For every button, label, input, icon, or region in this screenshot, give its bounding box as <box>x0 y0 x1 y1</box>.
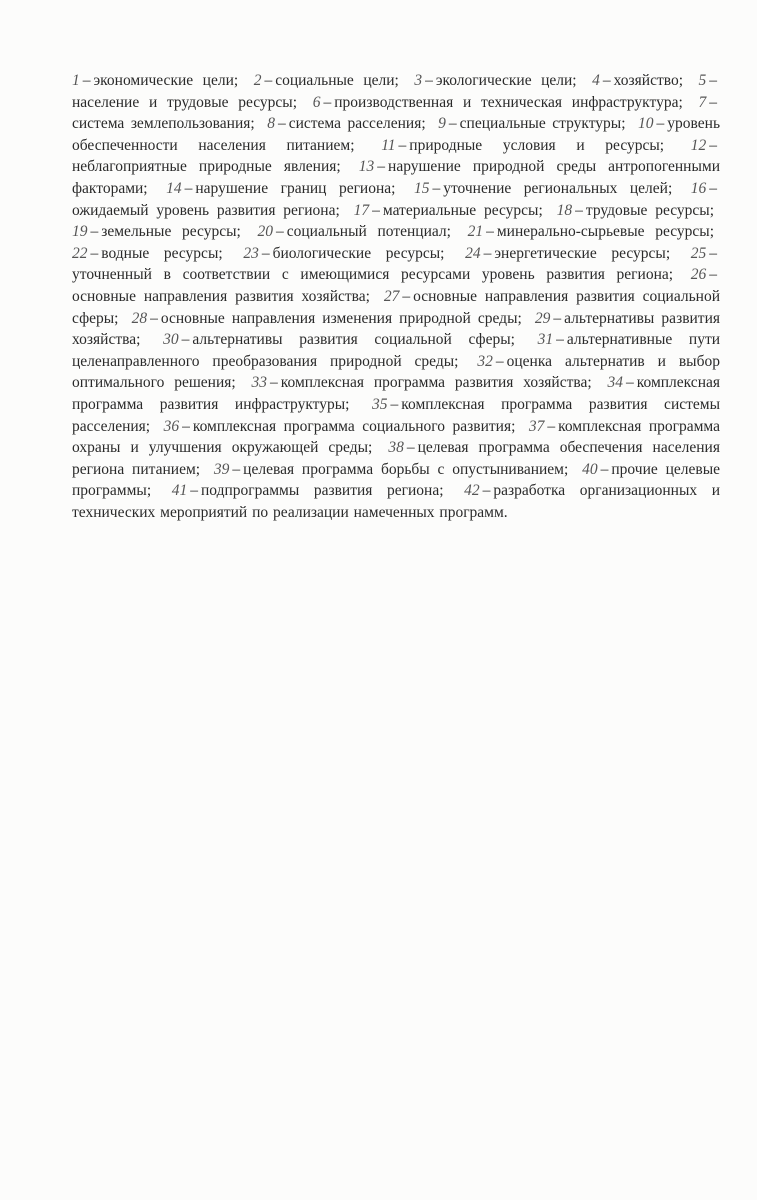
legend-number: 23 <box>243 244 259 262</box>
legend-number: 9 <box>438 115 446 133</box>
legend-entry <box>132 310 528 327</box>
legend-entry <box>166 180 401 197</box>
legend-dash: – <box>709 266 718 284</box>
legend-dash: – <box>483 244 492 262</box>
legend-entry <box>72 223 247 240</box>
legend-description: минерально-сырьевые ресурсы; <box>496 223 714 241</box>
legend-description: специальные структуры; <box>459 115 626 133</box>
legend-description: основные направления изменения природной среды; <box>160 309 522 327</box>
legend-description: земельные ресурсы; <box>101 223 241 241</box>
legend-entry <box>72 72 244 89</box>
legend-number: 4 <box>592 72 600 89</box>
legend-number: 24 <box>465 244 481 262</box>
legend-number: 2 <box>253 72 262 89</box>
legend-number: 12 <box>690 136 707 154</box>
legend-description: население и трудовые ресурсы; <box>72 93 298 111</box>
legend-number: 38 <box>388 439 404 457</box>
legend-number: 15 <box>413 179 430 197</box>
legend-entry <box>214 461 574 478</box>
legend-number: 31 <box>537 331 554 349</box>
legend-number: 3 <box>414 72 423 89</box>
legend-description: уточненный в соответствии с имеющимися ресурсами уровень развития региона; <box>72 266 674 284</box>
legend-description: целевая программа обеспечения населения региона питанием; <box>72 439 720 478</box>
legend-description: основные направления развития социальной сферы; <box>72 287 720 327</box>
legend-dash: – <box>82 72 91 89</box>
legend-number: 36 <box>163 417 180 435</box>
legend-number: 21 <box>467 223 484 241</box>
legend-description: оценка альтернатив и выбор оптимального решения; <box>72 352 720 392</box>
legend-description: альтернативы развития хозяйства; <box>72 309 721 349</box>
legend-description: ожидаемый уровень развития региона; <box>72 201 340 219</box>
legend-dash: – <box>547 417 556 435</box>
legend-dash: – <box>398 136 407 154</box>
legend-entry <box>465 245 676 262</box>
legend-number: 22 <box>72 244 88 262</box>
legend-description: трудовые ресурсы; <box>585 201 715 219</box>
legend-description: неблагоприятные природные явления; <box>72 158 341 176</box>
legend-description: прочие целевые программы; <box>72 460 720 500</box>
legend-dash: – <box>390 395 399 413</box>
legend-description: уровень обеспеченности населения питанием; <box>72 115 721 154</box>
legend-number: 5 <box>698 72 707 89</box>
legend-dash: – <box>182 417 190 435</box>
legend-number: 32 <box>477 352 493 370</box>
legend-description: социальные цели; <box>275 72 399 89</box>
legend-entry <box>164 418 522 435</box>
legend-entry <box>414 180 678 197</box>
legend-dash: – <box>626 374 634 392</box>
legend-entry <box>172 482 450 499</box>
legend-number: 28 <box>131 309 148 327</box>
legend-dash: – <box>406 439 415 457</box>
legend-dash: – <box>277 115 286 133</box>
legend-number: 6 <box>312 93 321 111</box>
legend-number: 10 <box>638 115 654 133</box>
legend-description: целевая программа борьбы с опустыниванием; <box>243 460 569 478</box>
legend-dash: – <box>709 136 718 154</box>
legend-description: производственная и техническая инфраструктура; <box>334 93 683 111</box>
legend-number: 39 <box>213 460 230 478</box>
legend-entry <box>557 202 720 219</box>
legend-description: энергетические ресурсы; <box>494 244 671 262</box>
legend-number: 20 <box>257 223 273 241</box>
legend-dash: – <box>486 223 494 241</box>
legend-number: 42 <box>464 482 480 500</box>
legend-number: 35 <box>372 395 388 413</box>
legend-entry <box>243 245 450 262</box>
legend-number: 29 <box>534 309 551 327</box>
legend-description: нарушение границ региона; <box>195 179 396 197</box>
legend-number: 37 <box>528 417 545 435</box>
legend-description: комплексная программа социального развития; <box>192 417 516 435</box>
legend-description: экологические цели; <box>435 72 577 89</box>
legend-entry <box>592 72 689 89</box>
legend-dash: – <box>575 201 583 219</box>
legend-dash: – <box>495 352 504 370</box>
legend-entry <box>258 223 457 240</box>
legend-dash: – <box>377 158 386 176</box>
legend-dash: – <box>482 482 491 500</box>
legend-number: 40 <box>582 460 598 478</box>
legend-description: нарушение природной среды антропогенными факторами; <box>72 158 720 197</box>
legend-dash: – <box>90 244 99 262</box>
legend-dash: – <box>656 115 665 133</box>
legend-description: уточнение региональных целей; <box>443 179 673 197</box>
legend-entry <box>72 245 229 262</box>
legend-entry <box>163 331 521 348</box>
legend-number: 18 <box>556 201 573 219</box>
legend-dash: – <box>264 72 273 89</box>
legend-dash: – <box>432 179 441 197</box>
legend-description: материальные ресурсы; <box>382 201 543 219</box>
legend-number: 7 <box>698 93 707 111</box>
legend-dash: – <box>448 115 457 133</box>
legend-dash: – <box>556 331 564 349</box>
legend-dash: – <box>709 179 717 197</box>
legend-number: 19 <box>72 223 88 241</box>
legend-dash: – <box>150 309 158 327</box>
legend-entry <box>414 72 582 89</box>
legend-description: природные условия и ресурсы; <box>409 136 665 154</box>
legend-description: основные направления развития хозяйства; <box>72 287 370 305</box>
legend-dash: – <box>90 223 99 241</box>
legend-description: социальный потенциал; <box>286 223 451 241</box>
legend-entry <box>468 223 720 240</box>
legend-number: 14 <box>166 179 182 197</box>
legend-dash: – <box>425 72 433 89</box>
legend-number: 8 <box>267 115 275 133</box>
legend-number: 27 <box>383 287 400 305</box>
legend-dash: – <box>323 93 332 111</box>
legend-number: 13 <box>358 158 375 176</box>
legend-entry <box>267 115 431 132</box>
legend-dash: – <box>372 201 380 219</box>
legend-dash: – <box>270 374 278 392</box>
legend-dash: – <box>602 72 611 89</box>
legend-dash: – <box>232 460 241 478</box>
legend-description: комплексная программа охраны и улучшения окружающей среды; <box>72 417 721 457</box>
legend-entry <box>254 72 405 89</box>
legend-entry <box>313 94 689 111</box>
legend-description: комплексная программа развития хозяйства; <box>280 374 592 392</box>
legend-dash: – <box>402 287 411 305</box>
legend-number: 26 <box>690 266 707 284</box>
legend-dash: – <box>709 93 717 111</box>
legend-dash: – <box>709 72 718 89</box>
legend-number: 1 <box>72 72 80 89</box>
legend-entry <box>438 115 631 132</box>
legend-entry <box>354 202 549 219</box>
legend-number: 16 <box>690 179 707 197</box>
legend-description: экономические цели; <box>93 72 239 89</box>
legend-description: комплексная программа развития системы расселения; <box>72 395 720 435</box>
legend-description: разработка организационных и технических мероприятий по реализации намеченных программ. <box>72 482 721 521</box>
legend-description: хозяйство; <box>613 72 684 89</box>
legend-number: 25 <box>690 244 707 262</box>
legend-number: 17 <box>353 201 370 219</box>
legend-dash: – <box>184 179 193 197</box>
legend-dash: – <box>709 244 718 262</box>
legend-dash: – <box>181 331 190 349</box>
legend-number: 11 <box>381 136 396 154</box>
legend-number: 34 <box>607 374 623 392</box>
legend-description: альтернативы развития социальной сферы; <box>192 331 515 349</box>
legend-description: комплексная программа развития инфраструктуры; <box>72 374 720 413</box>
legend-number: 41 <box>171 482 188 500</box>
legend-entry <box>381 137 670 154</box>
legend-dash: – <box>261 244 270 262</box>
figure-legend-text <box>72 70 720 523</box>
legend-description: биологические ресурсы; <box>272 244 445 262</box>
legend-description: альтернативные пути целенаправленного преобразования природной среды; <box>72 331 721 370</box>
legend-dash: – <box>190 482 198 500</box>
legend-description: подпрограммы развития региона; <box>200 482 444 500</box>
legend-description: система расселения; <box>288 115 426 133</box>
legend-dash: – <box>276 223 284 241</box>
legend-dash: – <box>600 460 609 478</box>
legend-number: 33 <box>251 374 268 392</box>
legend-entry <box>252 374 598 391</box>
legend-description: система землепользования; <box>72 115 255 133</box>
legend-dash: – <box>553 309 562 327</box>
legend-description: водные ресурсы; <box>101 244 223 262</box>
legend-number: 30 <box>163 331 179 349</box>
